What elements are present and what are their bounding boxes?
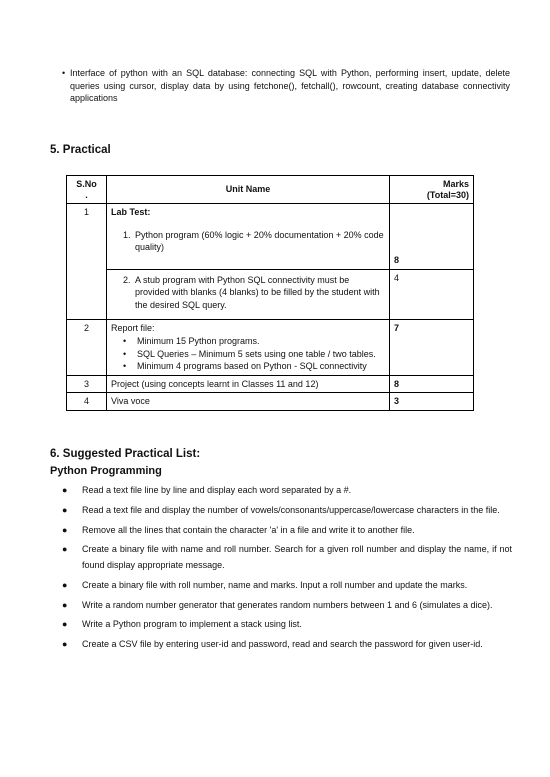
list-item	[111, 274, 385, 312]
list-item	[62, 578, 512, 594]
row-unit	[107, 204, 390, 270]
list-text: Minimum 4 programs based on Python - SQL connectivity	[137, 361, 367, 372]
bullet-icon: ●	[62, 544, 68, 555]
section-heading-practical-list: 6. Suggested Practical List:	[50, 448, 201, 460]
practical-list	[62, 483, 512, 657]
bullet-icon: ●	[62, 524, 68, 535]
row-sno: 1	[67, 204, 107, 320]
list-text: Minimum 15 Python programs.	[137, 335, 260, 346]
list-text: Python program (60% logic + 20% documentation + 20% code quality)	[135, 229, 384, 253]
list-text: Write a Python program to implement a stack using list.	[82, 619, 302, 630]
table-row	[67, 269, 474, 320]
bullet-icon: ●	[62, 619, 68, 630]
list-item	[111, 348, 385, 361]
row-marks	[390, 204, 474, 270]
row-title: Lab Test:	[111, 207, 151, 217]
table-row	[67, 204, 474, 270]
list-text: Create a CSV file by entering user-id and password, read and search the password for given user-id.	[82, 639, 483, 649]
bullet-icon: •	[123, 335, 127, 346]
row-unit	[107, 269, 390, 320]
syllabus-bullet-text: Interface of python with an SQL database: connecting SQL with Python, performing insert, update, delete queries using cursor, display data by using fetchone(), fetchall(), rowcount, creating database connectivity applications	[70, 68, 510, 104]
list-item	[111, 335, 385, 348]
bullet-icon: ●	[62, 485, 68, 495]
bullet-icon: •	[62, 68, 66, 78]
row-unit	[107, 320, 390, 375]
list-item	[62, 483, 512, 499]
table-row	[67, 375, 474, 393]
marks-value: 8	[394, 255, 400, 265]
list-item	[62, 637, 512, 653]
list-item	[62, 598, 512, 614]
marks-value: 7	[394, 323, 400, 334]
table-header-row	[67, 176, 474, 204]
row-unit: Project (using concepts learnt in Classes 11 and 12)	[107, 375, 390, 393]
header-unit-name: Unit Name	[107, 176, 390, 204]
practical-marks-table	[66, 175, 474, 411]
row-sno: 4	[67, 393, 107, 411]
row-marks: 8	[390, 375, 474, 393]
bullet-icon: ●	[62, 599, 68, 610]
list-item	[62, 542, 512, 574]
table-row	[67, 320, 474, 375]
subheading-python-programming: Python Programming	[50, 465, 162, 477]
row-marks	[390, 320, 474, 375]
bullet-icon: •	[123, 348, 127, 359]
list-item	[62, 617, 512, 633]
bullet-icon: ●	[62, 579, 68, 590]
list-item	[111, 229, 385, 254]
row-unit: Viva voce	[107, 393, 390, 411]
list-item	[62, 523, 512, 539]
section-heading-practical: 5. Practical	[50, 144, 111, 156]
header-sno: S.No .	[67, 176, 107, 204]
list-text: Remove all the lines that contain the character 'a' in a file and write it to another file.	[82, 524, 415, 535]
bullet-icon: ●	[62, 639, 68, 649]
table-row	[67, 393, 474, 411]
list-number: 1.	[123, 229, 131, 240]
bullet-icon: •	[123, 361, 127, 372]
list-text: Create a binary file with name and roll number. Search for a given roll number and display the name, if not found display appropriate message.	[82, 544, 512, 570]
syllabus-bullet	[62, 67, 510, 105]
list-text: Read a text file and display the number of vowels/consonants/uppercase/lowercase characters in the file.	[82, 504, 500, 515]
row-marks: 4	[390, 269, 474, 320]
row-sno: 2	[67, 320, 107, 375]
list-number: 2.	[123, 274, 131, 285]
list-text: SQL Queries – Minimum 5 sets using one table / two tables.	[137, 348, 376, 359]
list-text: Read a text file line by line and display each word separated by a #.	[82, 485, 352, 495]
list-text: Write a random number generator that generates random numbers between 1 and 6 (simulates a dice).	[82, 599, 493, 610]
list-item	[62, 503, 512, 519]
list-text: Create a binary file with roll number, name and marks. Input a roll number and update the marks.	[82, 579, 468, 590]
row-marks: 3	[390, 393, 474, 411]
list-text: A stub program with Python SQL connectivity must be provided with blanks (4 blanks) to be filled by the student with the desired SQL query.	[135, 274, 380, 310]
list-item	[111, 360, 385, 373]
row-sno: 3	[67, 375, 107, 393]
bullet-icon: ●	[62, 504, 68, 515]
row-title: Report file:	[111, 323, 155, 334]
header-marks: Marks (Total=30)	[390, 176, 474, 204]
